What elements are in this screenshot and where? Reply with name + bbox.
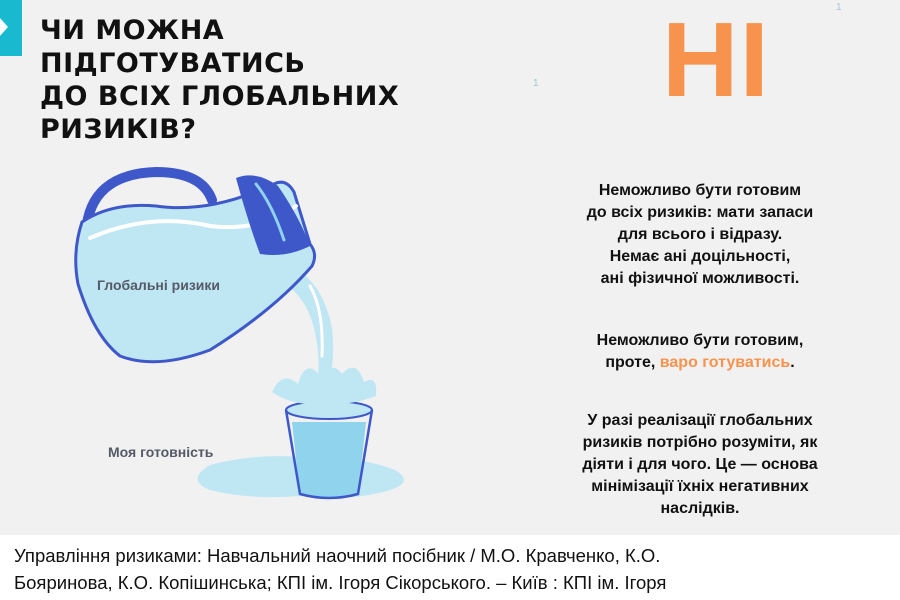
jug-pouring-illustration [60, 160, 460, 525]
text-line: мінімізації їхніх негативних [591, 478, 809, 495]
jug-label: Глобальні ризики [97, 277, 221, 293]
text-block-second [540, 330, 860, 374]
corner-superscript: 1 [836, 2, 842, 13]
source-citation [14, 542, 894, 596]
text-line: Неможливо бути готовим [598, 182, 802, 199]
text-line [540, 352, 860, 374]
text-block-third [525, 410, 875, 520]
corner-tab [0, 0, 22, 56]
text-block-first [540, 180, 860, 290]
glass-label: Моя готовність [108, 444, 214, 460]
text-line: Немає ані доцільності, [609, 248, 791, 265]
citation-line: Управління ризиками: Навчальний наочний посібник / М.О. Кравченко, К.О. [14, 545, 661, 566]
text-line: ризиків потрібно розуміти, як [582, 434, 818, 451]
text-line: ані фізичної можливості. [600, 270, 800, 287]
answer-no: НІ [662, 1, 770, 119]
highlight-text: варо готуватись [659, 354, 791, 371]
title-line-1: ЧИ МОЖНА [40, 15, 225, 46]
title-superscript: 1 [533, 78, 539, 89]
title-line-3: ДО ВСІХ ГЛОБАЛЬНИХ РИЗИКІВ? [40, 81, 400, 145]
text-line: наслідків. [660, 500, 740, 517]
text-line: У разі реалізації глобальних [587, 412, 813, 429]
text-line: для всього і відразу. [617, 226, 783, 243]
text-line: Неможливо бути готовим, [596, 332, 804, 349]
glass-water [292, 422, 366, 498]
text-line: діяти і для чого. Це — основа [582, 456, 818, 473]
text-prefix: проте, [605, 354, 660, 371]
text-suffix: . [790, 354, 795, 371]
title-line-2: ПІДГОТУВАТИСЬ [40, 48, 306, 79]
citation-line: Бояринова, К.О. Копішинська; КПІ ім. Ігоря Сікорського. – Київ : КПІ ім. Ігоря [14, 572, 667, 593]
text-line: до всіх ризиків: мати запаси [586, 204, 814, 221]
slide-title [40, 14, 560, 146]
